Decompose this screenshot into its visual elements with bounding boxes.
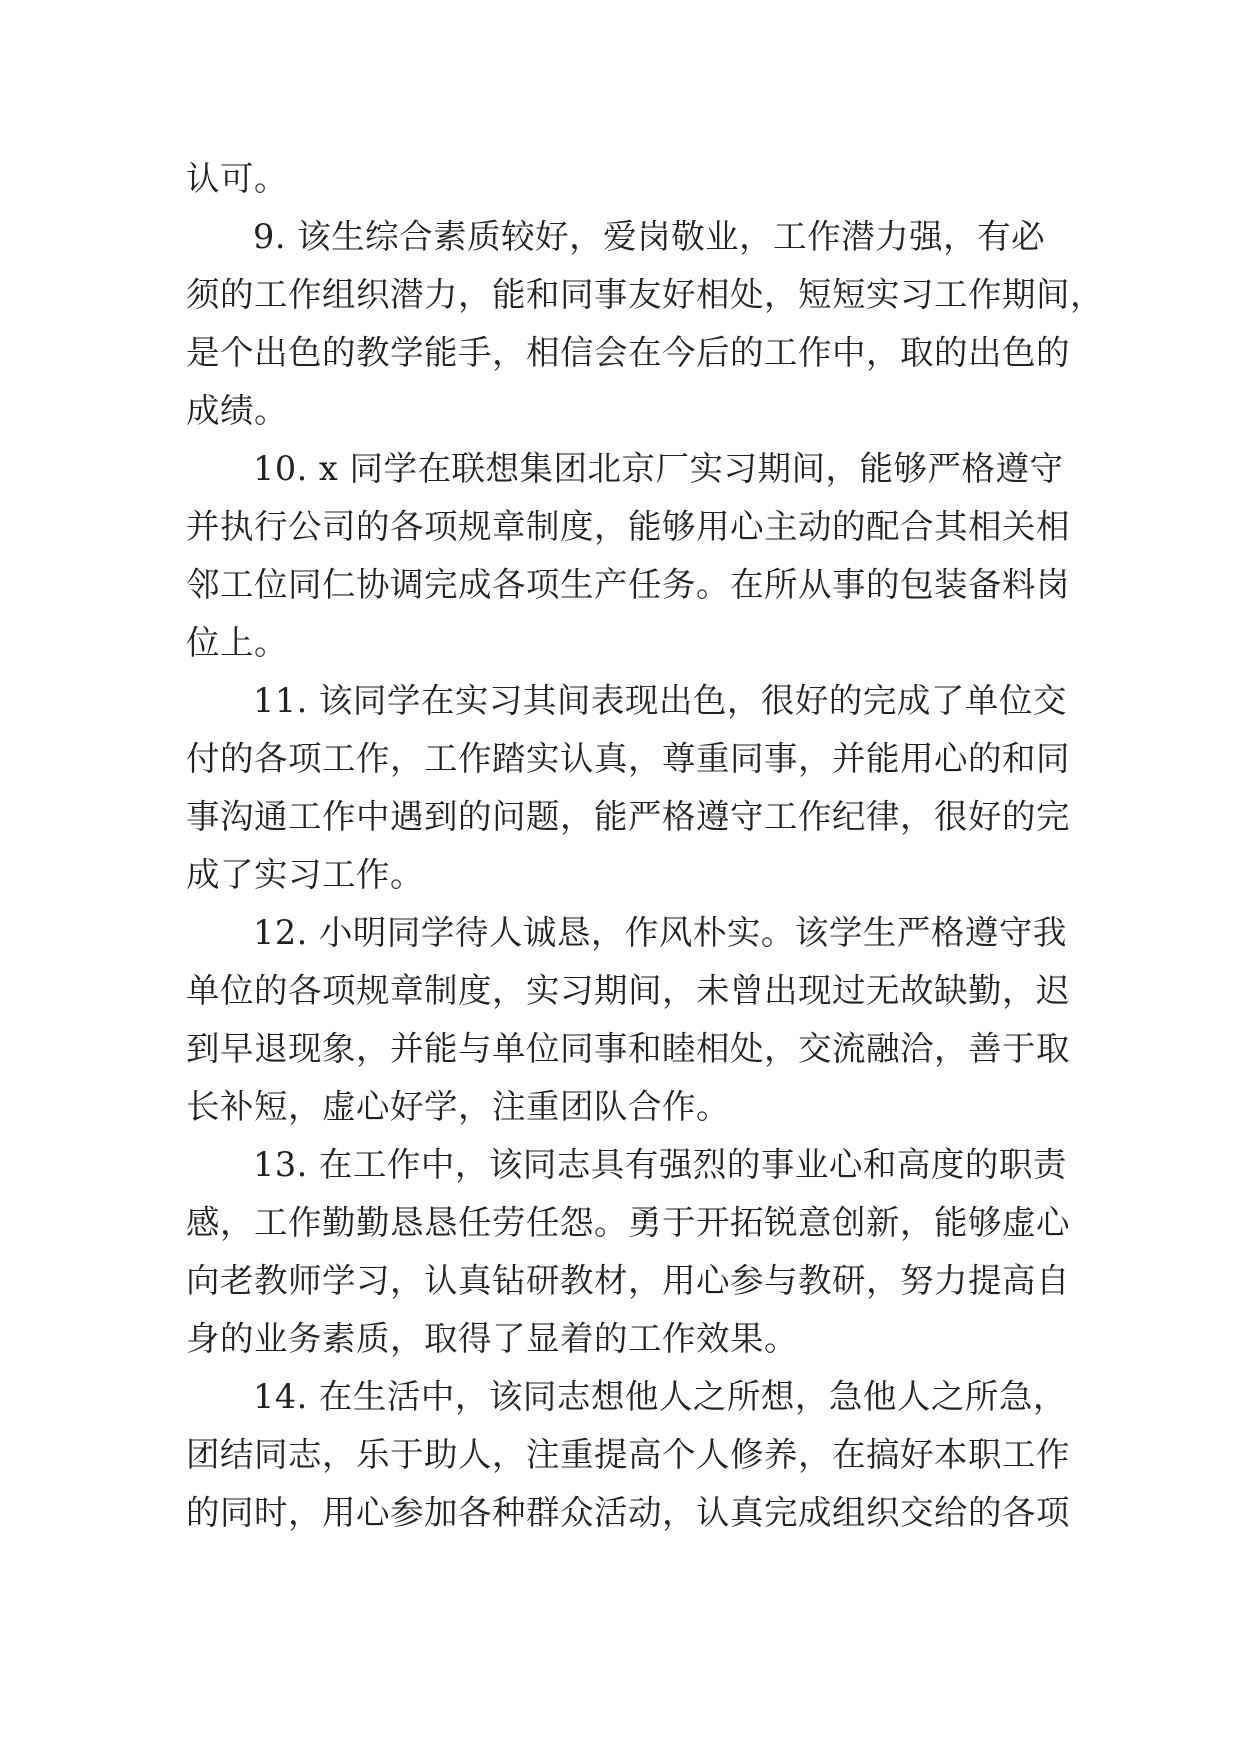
text-line: 邻工位同仁协调完成各项生产任务。在所从事的包装备料岗 bbox=[186, 565, 1070, 604]
text-line: 单位的各项规章制度，实习期间，未曾出现过无故缺勤，迟 bbox=[186, 971, 1070, 1010]
text-line: 事沟通工作中遇到的问题，能严格遵守工作纪律，很好的完 bbox=[186, 797, 1070, 836]
text-line: 感，工作勤勤恳恳任劳任怨。勇于开拓锐意创新，能够虚心 bbox=[186, 1203, 1070, 1242]
text-line: 到早退现象，并能与单位同事和睦相处，交流融洽，善于取 bbox=[186, 1029, 1070, 1068]
text-line: 位上。 bbox=[186, 623, 288, 662]
text-line: 并执行公司的各项规章制度，能够用心主动的配合其相关相 bbox=[186, 507, 1070, 546]
text-line: 是个出色的教学能手，相信会在今后的工作中，取的出色的 bbox=[186, 333, 1070, 372]
text-line: 团结同志，乐于助人，注重提高个人修养，在搞好本职工作 bbox=[186, 1435, 1070, 1474]
text-line: 12. 小明同学待人诚恳，作风朴实。该学生严格遵守我 bbox=[253, 913, 1067, 952]
text-line: 11. 该同学在实习其间表现出色，很好的完成了单位交 bbox=[253, 681, 1067, 720]
text-line: 10. x 同学在联想集团北京厂实习期间，能够严格遵守 bbox=[253, 449, 1064, 488]
text-line: 成了实习工作。 bbox=[186, 855, 424, 894]
text-line: 9. 该生综合素质较好，爱岗敬业，工作潜力强，有必 bbox=[253, 217, 1046, 256]
text-line: 须的工作组织潜力，能和同事友好相处，短短实习工作期间， bbox=[186, 275, 1104, 314]
text-line: 认可。 bbox=[186, 159, 288, 198]
text-line: 13. 在工作中，该同志具有强烈的事业心和高度的职责 bbox=[253, 1145, 1067, 1184]
text-line: 的同时，用心参加各种群众活动，认真完成组织交给的各项 bbox=[186, 1493, 1070, 1532]
text-line: 向老教师学习，认真钻研教材，用心参与教研，努力提高自 bbox=[186, 1261, 1070, 1300]
text-line: 付的各项工作，工作踏实认真，尊重同事，并能用心的和同 bbox=[186, 739, 1070, 778]
text-line: 成绩。 bbox=[186, 391, 288, 430]
text-line: 身的业务素质，取得了显着的工作效果。 bbox=[186, 1319, 798, 1358]
text-line: 长补短，虚心好学，注重团队合作。 bbox=[186, 1087, 730, 1126]
text-line: 14. 在生活中，该同志想他人之所想，急他人之所急， bbox=[253, 1377, 1067, 1416]
